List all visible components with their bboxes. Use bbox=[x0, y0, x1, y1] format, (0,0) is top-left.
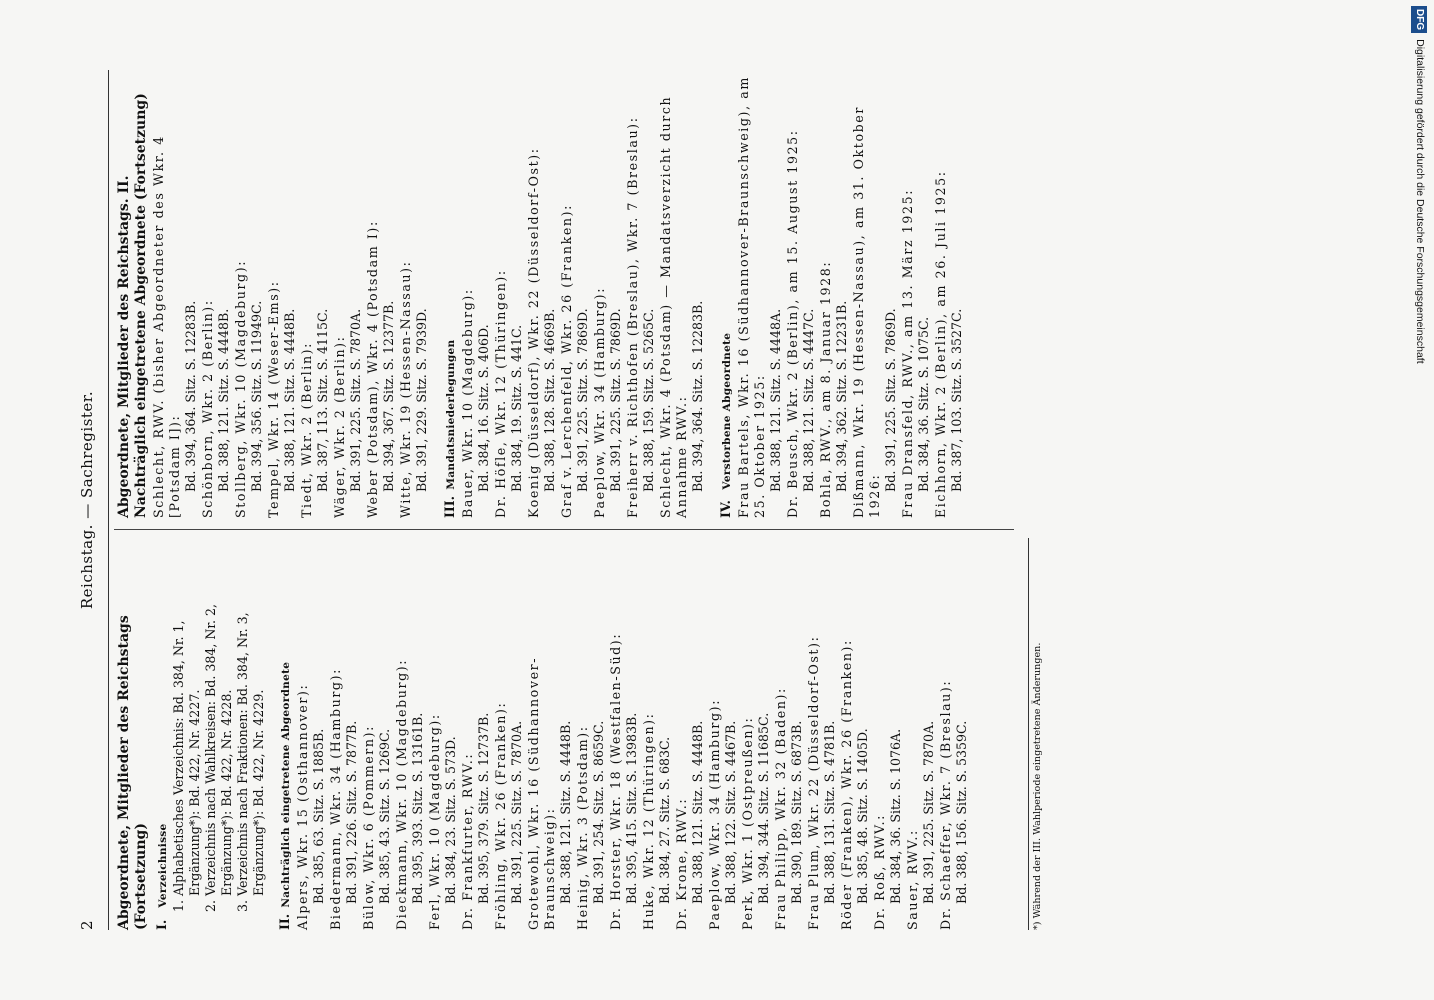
entry bbox=[493, 76, 525, 518]
entry-ref: Bd. 388, 122. Sitz. S. 4467B. bbox=[723, 720, 738, 904]
entry-name: Perk, Wkr. 1 (Ostpreußen): bbox=[740, 716, 755, 930]
entry-ref: Bd. 394, 362. Sitz. S. 12231B. bbox=[834, 300, 849, 492]
header-rule bbox=[108, 70, 109, 930]
entry-name: Heinig, Wkr. 3 (Potsdam): bbox=[575, 725, 590, 930]
entry bbox=[295, 538, 327, 930]
entry-ref: Bd. 388, 159. Sitz. S. 5265C. bbox=[641, 308, 656, 492]
section-title: Verzeichnisse bbox=[157, 823, 169, 908]
entry-name: Weber (Potsdam), Wkr. 4 (Potsdam I): bbox=[365, 220, 380, 518]
entries-list bbox=[151, 76, 430, 518]
entry-ref: Bd. 384, 27. Sitz. S. 683C. bbox=[657, 736, 672, 904]
section-number: II. bbox=[277, 913, 292, 930]
section-title: Verstorbene Abgeordnete bbox=[721, 332, 733, 490]
entry bbox=[707, 538, 739, 930]
entry-name: Sauer, RWV.: bbox=[905, 829, 920, 930]
entry bbox=[365, 76, 397, 518]
page-header bbox=[78, 70, 104, 930]
entry bbox=[608, 538, 640, 930]
entry bbox=[460, 538, 492, 930]
entry bbox=[933, 76, 965, 518]
entry bbox=[493, 538, 525, 930]
entry-name: Tempel, Wkr. 14 (Weser-Ems): bbox=[266, 280, 281, 518]
entry bbox=[674, 538, 706, 930]
entry-ref: Bd. 388, 121. Sitz. S. 4448A. bbox=[768, 308, 783, 492]
entry-ref: Bd. 388, 121. Sitz. S. 4448B. bbox=[216, 308, 231, 492]
credit-line bbox=[1412, 6, 1428, 996]
entry-ref: Bd. 391, 226. Sitz. S. 7877B. bbox=[344, 720, 359, 904]
entry-name: Stollberg, Wkr. 10 (Magdeburg): bbox=[233, 259, 248, 518]
footnote: *) Während der III. Wahlperiode eingetretene Änderungen. bbox=[1028, 538, 1043, 930]
entry-name: Eichhorn, Wkr. 2 (Berlin), am 26. Juli 1925: bbox=[933, 170, 948, 518]
entry-name: Dr. Beusch, Wkr. 2 (Berlin), am 15. August 1925: bbox=[785, 129, 800, 518]
entry-name: Schlecht, RWV. (bisher Abgeordneter des Wkr. 4 [Potsdam I]): bbox=[151, 135, 182, 518]
entry-ref: Bd. 388, 121. Sitz. S. 4448B. bbox=[282, 308, 297, 492]
entry-name: Witte, Wkr. 19 (Hessen-Nassau): bbox=[398, 260, 413, 518]
entry bbox=[526, 76, 558, 518]
entry bbox=[900, 76, 932, 518]
entry bbox=[394, 538, 426, 930]
entry-name: Bohla, RWV., am 8. Januar 1928: bbox=[818, 260, 833, 518]
entry bbox=[938, 538, 970, 930]
entry-name: Biedermann, Wkr. 34 (Hamburg): bbox=[328, 668, 343, 930]
section-title: Nachträglich eingetretene Abgeordnete bbox=[280, 661, 292, 908]
entry-ref: Bd. 387, 113. Sitz. S. 4115C. bbox=[315, 308, 330, 492]
entry-ref: Bd. 384, 16. Sitz. S. 406D. bbox=[476, 324, 491, 492]
entry bbox=[839, 538, 871, 930]
entry bbox=[151, 76, 199, 518]
entry-ref: Bd. 391, 225. Sitz. S. 7870A. bbox=[348, 308, 363, 492]
section-number: IV. bbox=[718, 500, 733, 518]
entry-ref: Bd. 394, 364. Sitz. S. 12283B. bbox=[183, 300, 198, 492]
entry-ref: Bd. 384, 19. Sitz. S. 441C. bbox=[509, 324, 524, 492]
entry-name: Koenig (Düsseldorf), Wkr. 22 (Düsseldorf-Ost): bbox=[526, 147, 541, 518]
entry-name: Tiedt, Wkr. 2 (Berlin): bbox=[299, 341, 314, 518]
entry-ref: Bd. 388, 121. Sitz. S. 4448B. bbox=[558, 720, 573, 904]
entry-ref: Bd. 394, 367. Sitz. S. 12377B. bbox=[381, 300, 396, 492]
entry-ref: Bd. 391, 225. Sitz. S. 7870A. bbox=[509, 720, 524, 904]
entry bbox=[806, 538, 838, 930]
entries-list bbox=[460, 76, 706, 518]
entry bbox=[851, 76, 899, 518]
entry-name: Freiherr v. Richthofen (Breslau), Wkr. 7 (Breslau): bbox=[625, 116, 640, 518]
digitization-credit bbox=[1412, 6, 1428, 996]
entry-name: Fröhling, Wkr. 26 (Franken): bbox=[493, 701, 508, 930]
entry-name: Bauer, Wkr. 10 (Magdeburg): bbox=[460, 288, 475, 518]
entry bbox=[740, 538, 772, 930]
list-item: 1. Alphabetisches Verzeichnis: Bd. 384, Nr. 1, Ergänzung*): Bd. 422, Nr. 4227. bbox=[171, 620, 202, 912]
entries-list bbox=[295, 538, 970, 930]
entry-name: Dr. Horster, Wkr. 18 (Westfalen-Süd): bbox=[608, 632, 623, 930]
entry-ref: Bd. 388, 131. Sitz. S. 4781B. bbox=[822, 720, 837, 904]
entry-ref: Bd. 394, 364. Sitz. S. 12283B. bbox=[690, 300, 705, 492]
right-column bbox=[116, 76, 965, 518]
list-item: 3. Verzeichnis nach Fraktionen: Bd. 384, Nr. 3, Ergänzung*): Bd. 422, Nr. 4229. bbox=[235, 612, 266, 912]
section-title: Mandatsniederlegungen bbox=[445, 339, 457, 490]
entry-name: Schlecht, Wkr. 4 (Potsdam) — Mandatsverzicht durch Annahme RWV.: bbox=[658, 95, 689, 518]
entry-ref: Bd. 391, 225. Sitz. S. 7869D. bbox=[883, 308, 898, 492]
entry-name: Dr. Frankfurter, RWV.: bbox=[460, 752, 475, 930]
entry bbox=[299, 76, 331, 518]
entry bbox=[526, 538, 574, 930]
entry-ref: Bd. 384, 36. Sitz. S. 1076A. bbox=[888, 728, 903, 904]
entry-name: Dr. Schaeffer, Wkr. 7 (Breslau): bbox=[938, 679, 953, 930]
entry bbox=[332, 76, 364, 518]
entry-name: Grotewohl, Wkr. 16 (Südhannover-Braunschweig): bbox=[526, 656, 557, 930]
running-head: Reichstag. — Sachregister. bbox=[78, 390, 96, 610]
entry bbox=[818, 76, 850, 518]
entry bbox=[559, 76, 591, 518]
entry bbox=[785, 76, 817, 518]
entry-ref: Bd. 384, 23. Sitz. S. 573D. bbox=[443, 736, 458, 904]
entry-ref: Bd. 390, 189. Sitz. S. 6873B. bbox=[789, 720, 804, 904]
entry-name: Dr. Krone, RWV.: bbox=[674, 797, 689, 930]
left-column bbox=[116, 538, 970, 930]
entry bbox=[905, 538, 937, 930]
entry-ref: Bd. 395, 379. Sitz. S. 12737B. bbox=[476, 712, 491, 904]
entry-name: Röder (Franken), Wkr. 26 (Franken): bbox=[839, 639, 854, 930]
section-3-title bbox=[442, 76, 459, 518]
entry-ref: Bd. 391, 254. Sitz. S. 8659C. bbox=[591, 720, 606, 904]
section-2-title bbox=[277, 538, 294, 930]
entry-ref: Bd. 387, 103. Sitz. S. 3527C. bbox=[949, 308, 964, 492]
entry-name: Frau Bartels, Wkr. 16 (Südhannover-Braunschweig), am 25. Oktober 1925: bbox=[736, 76, 767, 518]
entry bbox=[736, 76, 784, 518]
entry-ref: Bd. 394, 356. Sitz. S. 11949C. bbox=[249, 300, 264, 492]
entry bbox=[658, 76, 706, 518]
entry-ref: Bd. 385, 48. Sitz. S. 1405D. bbox=[855, 728, 870, 904]
entry-name: Ferl, Wkr. 10 (Magdeburg): bbox=[427, 713, 442, 930]
entries-list bbox=[736, 76, 965, 518]
entry-name: Paeplow, Wkr. 34 (Hamburg): bbox=[707, 698, 722, 930]
entry-name: Bülow, Wkr. 6 (Pommern): bbox=[361, 725, 376, 930]
section-number: I. bbox=[154, 919, 169, 930]
entry-name: Paeplow, Wkr. 34 (Hamburg): bbox=[592, 286, 607, 518]
entry bbox=[641, 538, 673, 930]
entry bbox=[575, 538, 607, 930]
entry-ref: Bd. 388, 121. Sitz. S. 4448B. bbox=[690, 720, 705, 904]
entry-name: Schönborn, Wkr. 2 (Berlin): bbox=[200, 299, 215, 518]
entry bbox=[398, 76, 430, 518]
entry-ref: Bd. 385, 43. Sitz. S. 1269C. bbox=[377, 728, 392, 904]
entry-ref: Bd. 384, 36. Sitz. S. 1075C. bbox=[916, 316, 931, 492]
right-heading: Abgeordnete, Mitglieder des Reichstags. II. Nachträglich eingetretene Abgeordnete (Fortsetzung) bbox=[116, 93, 149, 518]
entry-name: Dr. Roß, RWV.: bbox=[872, 814, 887, 930]
entry bbox=[625, 76, 657, 518]
entry bbox=[233, 76, 265, 518]
entry-ref: Bd. 388, 121. Sitz. S. 4447C. bbox=[801, 308, 816, 492]
entry-ref: Bd. 395, 415. Sitz. S. 13983B. bbox=[624, 712, 639, 904]
entry-ref: Bd. 385, 63. Sitz. S. 1885B. bbox=[311, 728, 326, 904]
entry bbox=[773, 538, 805, 930]
rotated-page-content bbox=[70, 70, 1320, 930]
entry bbox=[427, 538, 459, 930]
directory-list bbox=[171, 538, 267, 930]
entry-ref: Bd. 395, 393. Sitz. S. 13161B. bbox=[410, 712, 425, 904]
section-1-title bbox=[154, 538, 171, 930]
entry-name: Frau Plum, Wkr. 22 (Düsseldorf-Ost): bbox=[806, 635, 821, 930]
entry-ref: Bd. 388, 156. Sitz. S. 5359C. bbox=[954, 720, 969, 904]
entry-name: Graf v. Lerchenfeld, Wkr. 26 (Franken): bbox=[559, 204, 574, 518]
page-number: 2 bbox=[78, 920, 96, 930]
entry-name: Frau Dransfeld, RWV., am 13. März 1925: bbox=[900, 188, 915, 518]
entry bbox=[266, 76, 298, 518]
entry-name: Alpers, Wkr. 15 (Osthannover): bbox=[295, 683, 310, 930]
column-divider bbox=[114, 529, 1014, 530]
entry-name: Dißmann, Wkr. 19 (Hessen-Nassau), am 31. Oktober 1926: bbox=[851, 106, 882, 518]
dfg-logo: DFG bbox=[1411, 6, 1427, 33]
entry bbox=[592, 76, 624, 518]
entry-name: Huke, Wkr. 12 (Thüringen): bbox=[641, 712, 656, 930]
entry-ref: Bd. 394, 344. Sitz. S. 11685C. bbox=[756, 712, 771, 904]
entry-name: Dieckmann, Wkr. 10 (Magdeburg): bbox=[394, 658, 409, 930]
credit-text: Digitalisierung gefördert durch die Deutsche Forschungsgemeinschaft bbox=[1414, 39, 1426, 364]
entry-ref: Bd. 391, 225. Sitz. S. 7869D. bbox=[575, 308, 590, 492]
left-heading: Abgeordnete, Mitglieder des Reichstags (Fortsetzung) bbox=[116, 615, 149, 930]
entry-ref: Bd. 391, 225. Sitz. S. 7869D. bbox=[608, 308, 623, 492]
entry-ref: Bd. 391, 229. Sitz. S. 7939D. bbox=[414, 308, 429, 492]
section-4-title bbox=[718, 76, 735, 518]
entry bbox=[361, 538, 393, 930]
entry-name: Wäger, Wkr. 2 (Berlin): bbox=[332, 335, 347, 518]
entry bbox=[872, 538, 904, 930]
entry bbox=[460, 76, 492, 518]
entry-name: Dr. Höfle, Wkr. 12 (Thüringen): bbox=[493, 269, 508, 518]
entry-ref: Bd. 391, 225. Sitz. S. 7870A. bbox=[921, 720, 936, 904]
entry bbox=[200, 76, 232, 518]
entry bbox=[328, 538, 360, 930]
entry-ref: Bd. 388, 128. Sitz. S. 4669B. bbox=[542, 308, 557, 492]
section-number: III. bbox=[442, 495, 457, 518]
entry-name: Frau Philipp, Wkr. 32 (Baden): bbox=[773, 687, 788, 930]
list-item: 2. Verzeichnis nach Wahlkreisen: Bd. 384, Nr. 2, Ergänzung*): Bd. 422, Nr. 4228. bbox=[203, 603, 234, 912]
